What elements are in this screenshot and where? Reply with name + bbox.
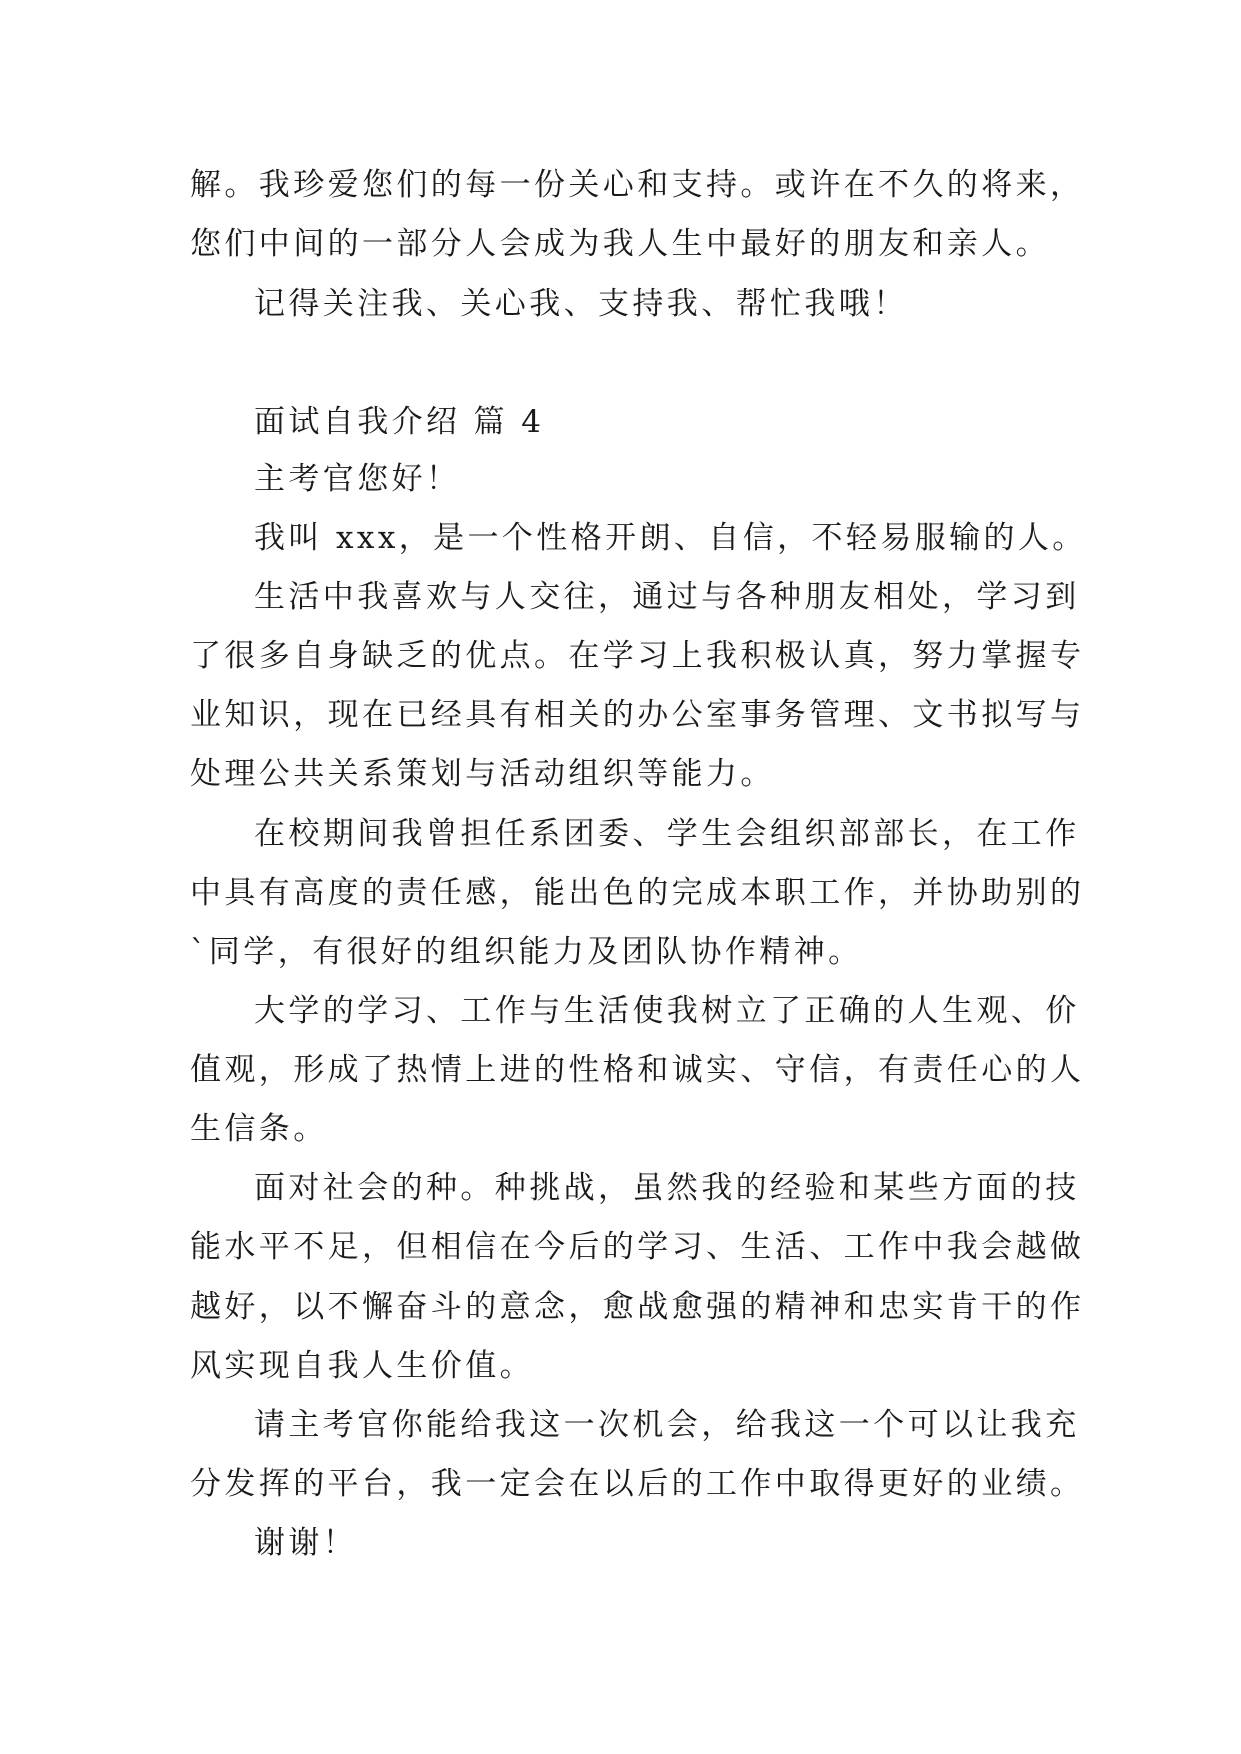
paragraph-line: 我叫 xxx，是一个性格开朗、自信，不轻易服输的人。 [254,520,1087,556]
paragraph-line: 能水平不足，但相信在今后的学习、生活、工作中我会越做 [190,1229,1085,1265]
paragraph-line: 您们中间的一部分人会成为我人生中最好的朋友和亲人。 [190,226,1050,262]
paragraph-line: 生信条。 [190,1111,328,1147]
paragraph-line: 了很多自身缺乏的优点。在学习上我积极认真，努力掌握专 [190,638,1085,674]
paragraph-line: 业知识，现在已经具有相关的办公室事务管理、文书拟写与 [190,697,1085,733]
paragraph-line: 越好，以不懈奋斗的意念，愈战愈强的精神和忠实肯干的作 [190,1289,1085,1325]
paragraph-line: 分发挥的平台，我一定会在以后的工作中取得更好的业绩。 [190,1466,1085,1502]
paragraph-line: 请主考官你能给我这一次机会，给我这一个可以让我充 [254,1407,1080,1443]
paragraph-line: 值观，形成了热情上进的性格和诚实、守信，有责任心的人 [190,1052,1085,1088]
section-heading: 面试自我介绍 篇 4 [254,404,545,440]
paragraph-line: 风实现自我人生价值。 [190,1348,534,1384]
paragraph-line: 在校期间我曾担任系团委、学生会组织部部长，在工作 [254,816,1080,852]
closing-line: 谢谢！ [254,1525,358,1561]
paragraph-line: 面对社会的种。种挑战，虽然我的经验和某些方面的技 [254,1170,1080,1206]
paragraph-line: 记得关注我、关心我、支持我、帮忙我哦！ [254,286,908,322]
paragraph-line: `同学，有很好的组织能力及团队协作精神。 [190,934,863,970]
paragraph-line: 处理公共关系策划与活动组织等能力。 [190,756,775,792]
paragraph-line: 解。我珍爱您们的每一份关心和支持。或许在不久的将来， [190,167,1085,203]
paragraph-line: 中具有高度的责任感，能出色的完成本职工作，并协助别的 [190,875,1085,911]
paragraph-line: 大学的学习、工作与生活使我树立了正确的人生观、价 [254,993,1080,1029]
greeting-line: 主考官您好！ [254,461,461,497]
paragraph-line: 生活中我喜欢与人交往，通过与各种朋友相处，学习到 [254,579,1080,615]
